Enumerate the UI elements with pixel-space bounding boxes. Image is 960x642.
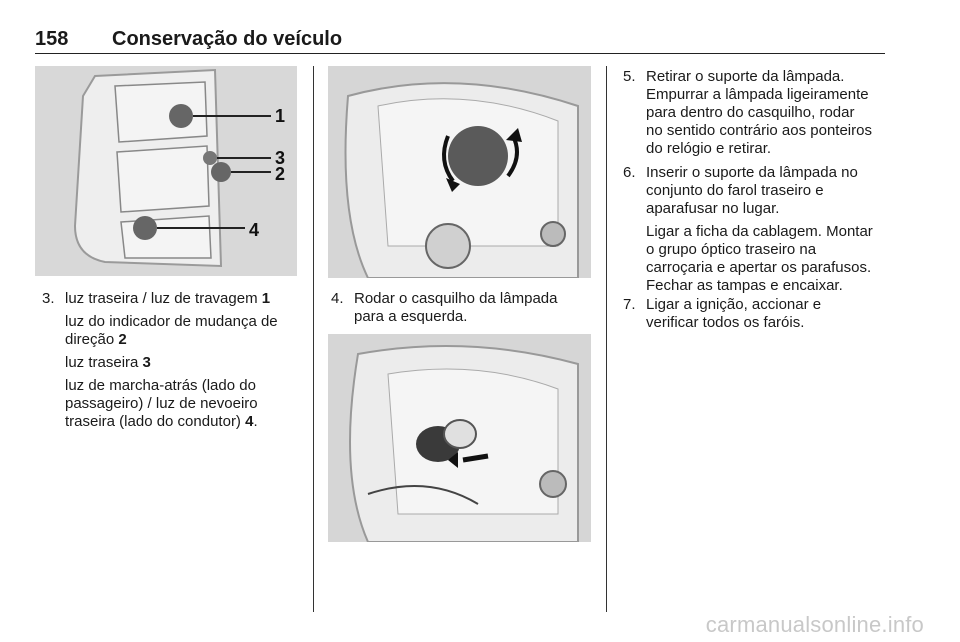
step-number: 7. [623,296,636,313]
tail-lamp-bulb-layout-illustration [35,66,297,276]
page-title: Conservação do veículo [112,28,343,50]
step-number: 5. [623,68,636,85]
page-number: 158 [35,28,69,50]
step-3-sub-turn-signal: luz do indicador de mudança de direção 2 [65,313,278,348]
step-6-sub: Ligar a ficha da cablagem. Montar o grupo óptico traseiro na carroçaria e apertar os parafusos. Fechar as tampas e encaixar. [646,223,873,294]
callout-2: 2 [275,164,286,184]
step-number: 4. [331,290,344,307]
callout-4: 4 [249,220,260,240]
callout-3: 3 [275,148,286,168]
callout-1: 1 [275,106,286,126]
remove-bulb-holder-illustration [328,334,591,542]
watermark: carmanualsonline.info [705,612,924,637]
bulb-socket-rotation-drawing [328,66,591,278]
tail-lamp-drawing [35,66,297,276]
step-3-line: luz traseira / luz de travagem 1 [65,290,271,307]
column-divider-right [606,66,607,612]
step-3-sub-reverse-fog: luz de marcha-atrás (lado do passageiro) / luz de nevoeiro traseira (lado do condutor) 4. [65,377,258,430]
step-number: 6. [623,164,636,181]
step-number: 3. [42,290,55,307]
column-divider-left [313,66,314,612]
rotate-bulb-socket-illustration [328,66,591,278]
bulb-holder-removal-drawing [328,334,591,542]
step-3-sub-tail-light: luz traseira 3 [65,354,151,371]
page-header [35,28,885,54]
